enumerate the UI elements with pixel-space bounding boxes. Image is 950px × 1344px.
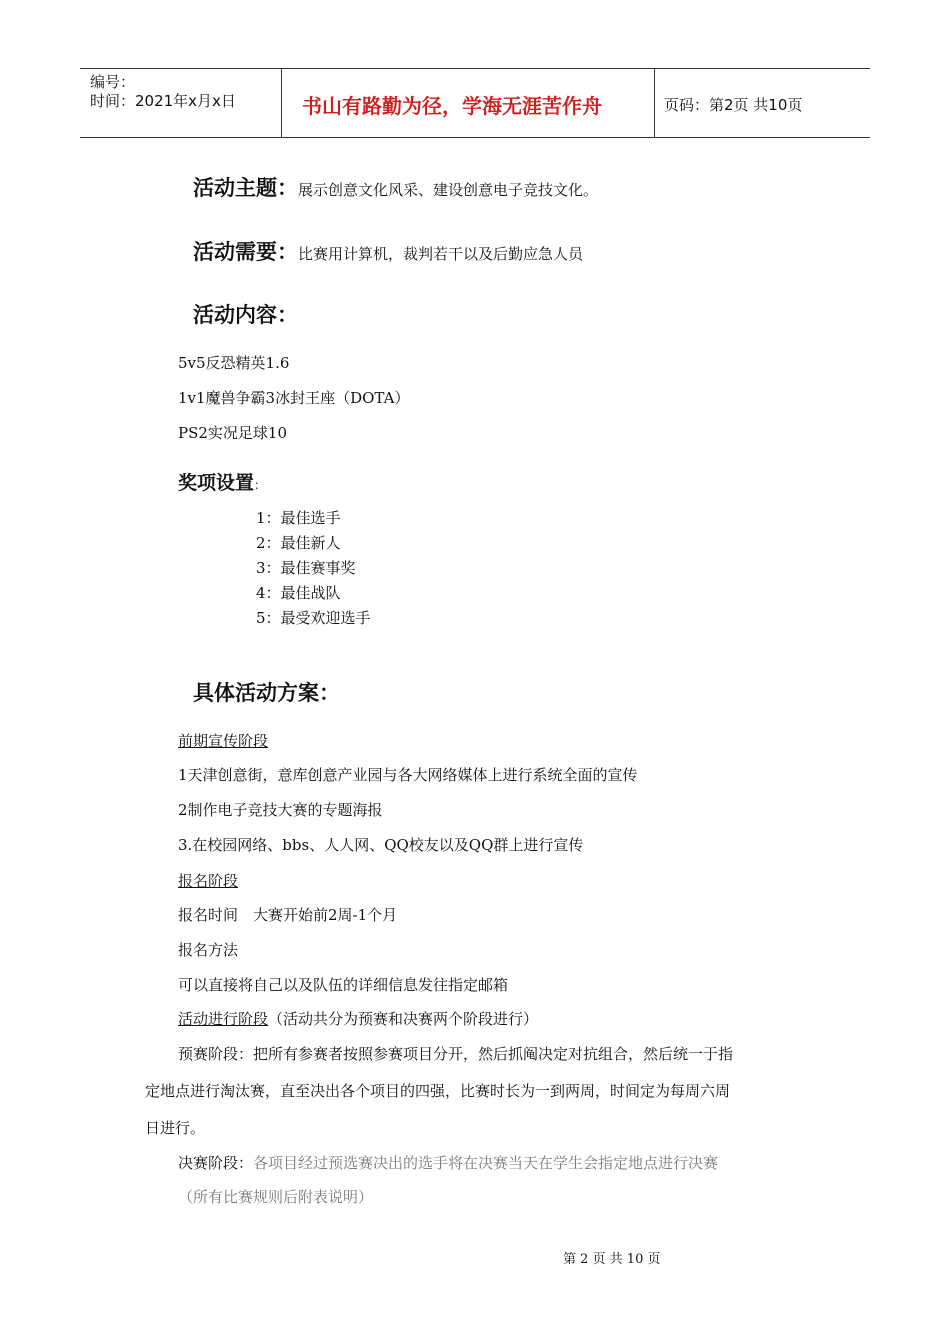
header-divider [281,69,282,137]
page-footer: 第 2 页 共 10 页 [563,1252,661,1267]
theme-label: 活动主题： [193,176,298,200]
progress-note: （活动共分为预赛和决赛两个阶段进行） [268,1010,539,1028]
signup-method: 可以直接将自己以及队伍的详细信息发往指定邮箱 [178,976,509,994]
final-label: 决赛阶段： [178,1154,254,1172]
final-text: 各项目经过预选赛决出的选手将在决赛当天在学生会指定地点进行决赛 [253,1154,719,1172]
content-heading: 活动内容： [193,303,298,327]
prelim-line: 预赛阶段：把所有参赛者按照参赛项目分开，然后抓阄决定对抗组合，然后统一于指 [178,1045,734,1063]
signup-method-label: 报名方法 [178,941,239,959]
awards-heading: 奖项设置 [178,472,255,494]
number-label: 编号： [90,73,136,91]
promo-item: 2制作电子竞技大赛的专题海报 [178,801,383,819]
progress-heading: 活动进行阶段 [178,1010,269,1028]
signup-time: 报名时间 大赛开始前2周-1个月 [178,906,398,924]
final-row [178,1152,718,1173]
promo-item: 1天津创意街，意库创意产业园与各大网络媒体上进行系统全面的宣传 [178,766,638,784]
content-item: 5v5反恐精英1.6 [178,354,290,372]
prelim-line: 日进行。 [145,1119,206,1137]
header-divider [654,69,655,137]
needs-row [193,236,583,266]
signup-heading: 报名阶段 [178,872,239,890]
awards-colon: ： [254,478,267,492]
award-item: 4：最佳战队 [256,584,341,602]
theme-row [193,172,598,202]
promo-heading: 前期宣传阶段 [178,732,269,750]
award-item: 5：最受欢迎选手 [256,609,371,627]
plan-heading: 具体活动方案： [193,681,340,705]
promo-item: 3.在校园网络、bbs、人人网、QQ校友以及QQ群上进行宣传 [178,836,584,854]
rules-note: （所有比赛规则后附表说明） [178,1188,374,1206]
awards-heading-row [178,468,266,495]
prelim-line: 定地点进行淘汰赛，直至决出各个项目的四强，比赛时长为一到两周，时间定为每周六周 [145,1082,731,1100]
progress-row [178,1008,538,1029]
content-item: 1v1魔兽争霸3冰封王座（DOTA） [178,389,410,407]
needs-text: 比赛用计算机，裁判若干以及后勤应急人员 [298,245,584,263]
content-item: PS2实况足球10 [178,424,287,442]
needs-label: 活动需要： [193,240,298,264]
award-item: 1：最佳选手 [256,509,341,527]
theme-text: 展示创意文化风采、建设创意电子竞技文化。 [298,181,599,199]
award-item: 3：最佳赛事奖 [256,559,356,577]
time-label: 时间：2021年x月x日 [90,92,236,110]
page-info: 页码：第2页 共10页 [664,96,803,114]
award-item: 2：最佳新人 [256,534,341,552]
header-motto: 书山有路勤为径，学海无涯苦作舟 [302,94,602,118]
